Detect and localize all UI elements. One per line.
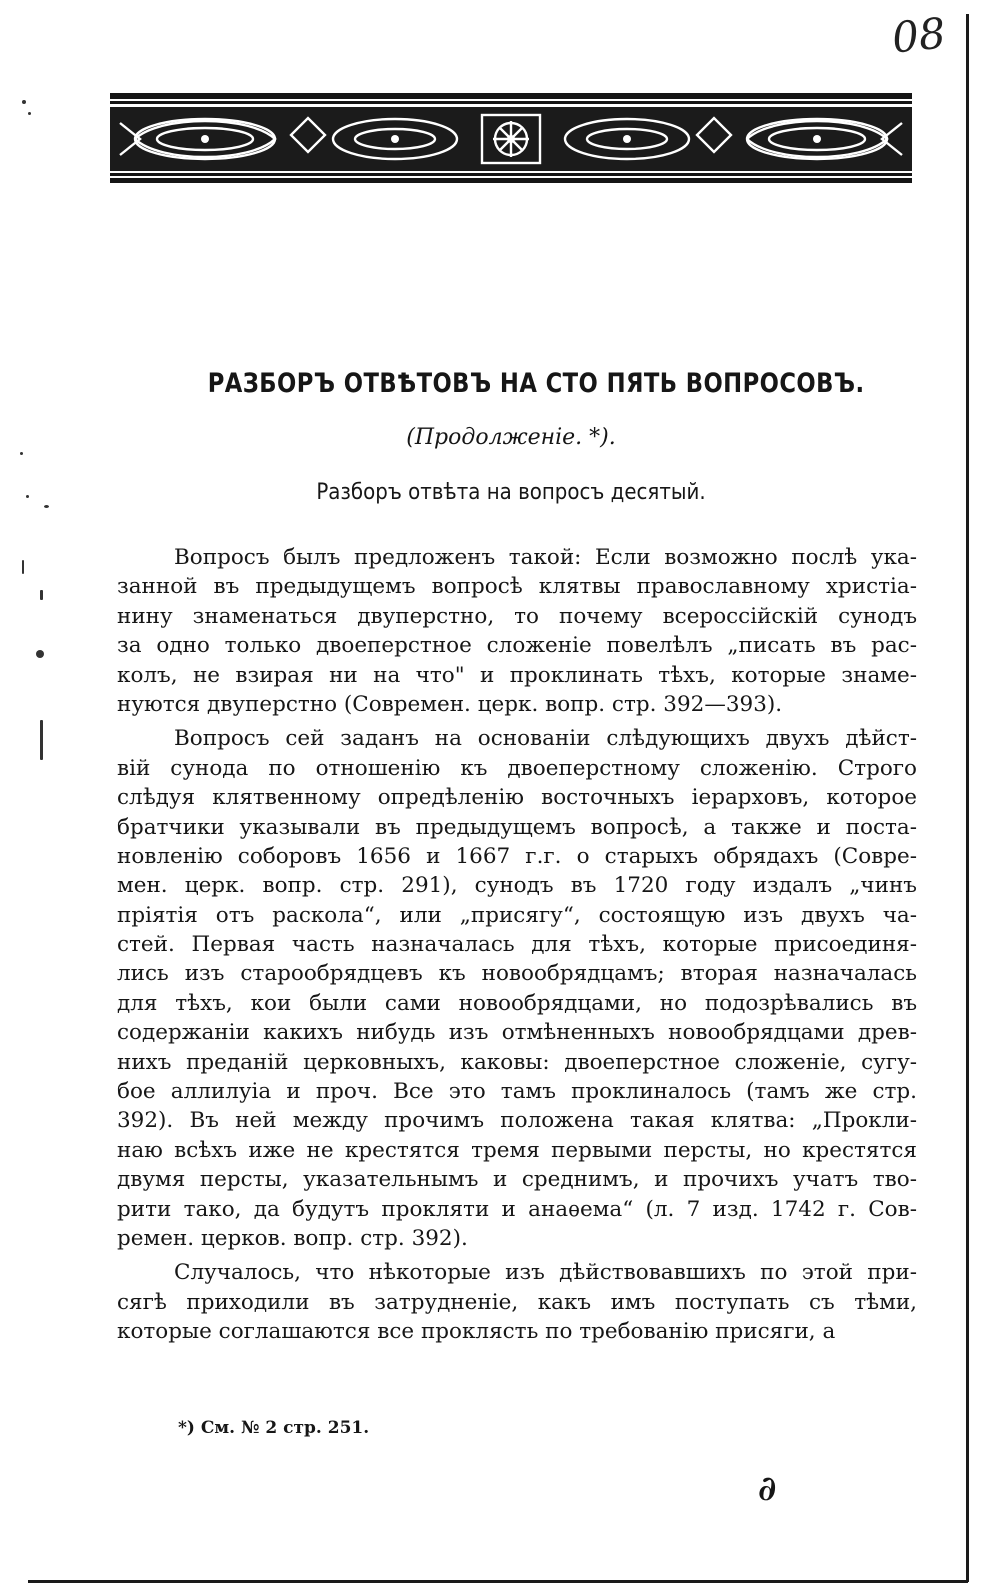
body-line: пріятія отъ раскола“, или „присягу“, состоящую изъ двухъ ча- <box>117 902 917 928</box>
body-line: ремен. церков. вопр. стр. 392). <box>117 1225 468 1251</box>
body-line: нихъ преданій церковныхъ, каковы: двоеперстное сложеніе, сугу- <box>117 1049 917 1075</box>
body-line: вій сунода по отношенію къ двоеперстному сложенію. Строго <box>117 755 917 781</box>
margin-marks <box>0 0 90 800</box>
body-line: колъ, не взирая ни на что" и проклинать тѣхъ, которые знаме- <box>117 662 917 688</box>
stamp-mark: ∂ <box>758 1469 777 1509</box>
body-line: нину знаменаться двуперстно, то почему всероссійскій сунодъ <box>117 603 917 629</box>
continuation-note: (Продолженіе. *). <box>406 425 616 450</box>
body-line: содержаніи какихъ нибудь изъ отмѣненныхъ новообрядцами древ- <box>117 1020 917 1046</box>
body-text <box>117 543 917 1347</box>
body-line: слѣдуя клятвенному опредѣленію восточныхъ іерарховъ, которое <box>117 785 917 811</box>
body-line: которые соглашаются все проклясть по требованію присяги, а <box>117 1319 836 1345</box>
body-line: мен. церк. вопр. стр. 291), сунодъ въ 1720 году издалъ „чинъ <box>117 873 917 899</box>
body-line: новленію соборовъ 1656 и 1667 г.г. о старыхъ обрядахъ (Совре- <box>117 843 917 869</box>
article-title: РАЗБОРЪ ОТВѢТОВЪ НА СТО ПЯТЬ ВОПРОСОВЪ. <box>207 368 865 399</box>
body-line: Случалось, что нѣкоторые изъ дѣйствовавшихъ по этой при- <box>174 1260 917 1286</box>
body-line: нуются двуперстно (Современ. церк. вопр. стр. 392—393). <box>117 691 783 717</box>
body-line: для тѣхъ, кои были сами новообрядцами, но подозрѣвались въ <box>117 990 917 1016</box>
page-border-right <box>966 14 969 1582</box>
body-line: Вопросъ былъ предложенъ такой: Если возможно послѣ ука- <box>174 545 917 570</box>
body-line: братчики указывали въ предыдущемъ вопросѣ, а также и поста- <box>117 814 917 840</box>
body-line: сягѣ приходили въ затрудненіе, какъ имъ поступать съ тѣми, <box>117 1289 917 1315</box>
page-border-bottom <box>28 1580 968 1583</box>
body-line: за одно только двоеперстное сложеніе повелѣлъ „писать въ рас- <box>117 633 917 659</box>
section-heading: Разборъ отвѣта на вопросъ десятый. <box>316 480 706 505</box>
body-line: бое аллилуіа и проч. Все это тамъ проклиналось (тамъ же стр. <box>117 1079 917 1105</box>
body-line: занной въ предыдущемъ вопросѣ клятвы православному христіа- <box>117 574 917 600</box>
body-line: 392). Въ ней между прочимъ положена такая клятва: „Прокли- <box>117 1108 917 1134</box>
body-line: рити тако, да будутъ прокляти и анаѳема“ (л. 7 изд. 1742 г. Сов- <box>117 1196 917 1222</box>
body-line: стей. Первая часть назначалась для тѣхъ, которые присоединя- <box>117 932 917 958</box>
body-line: лись изъ старообрядцевъ къ новообрядцамъ; вторая назначалась <box>117 961 917 987</box>
footnote: *) См. № 2 стр. 251. <box>178 1418 370 1438</box>
folio-mark: 08 <box>889 8 948 63</box>
body-line: двумя персты, указательнымъ и среднимъ, и прочихъ учатъ тво- <box>117 1167 917 1193</box>
body-line: Вопросъ сей заданъ на основаніи слѣдующихъ двухъ дѣйст- <box>174 726 917 752</box>
body-line: наю всѣхъ иже не крестятся тремя первыми персты, но крестятся <box>117 1137 917 1163</box>
headpiece-ornament <box>110 93 912 183</box>
